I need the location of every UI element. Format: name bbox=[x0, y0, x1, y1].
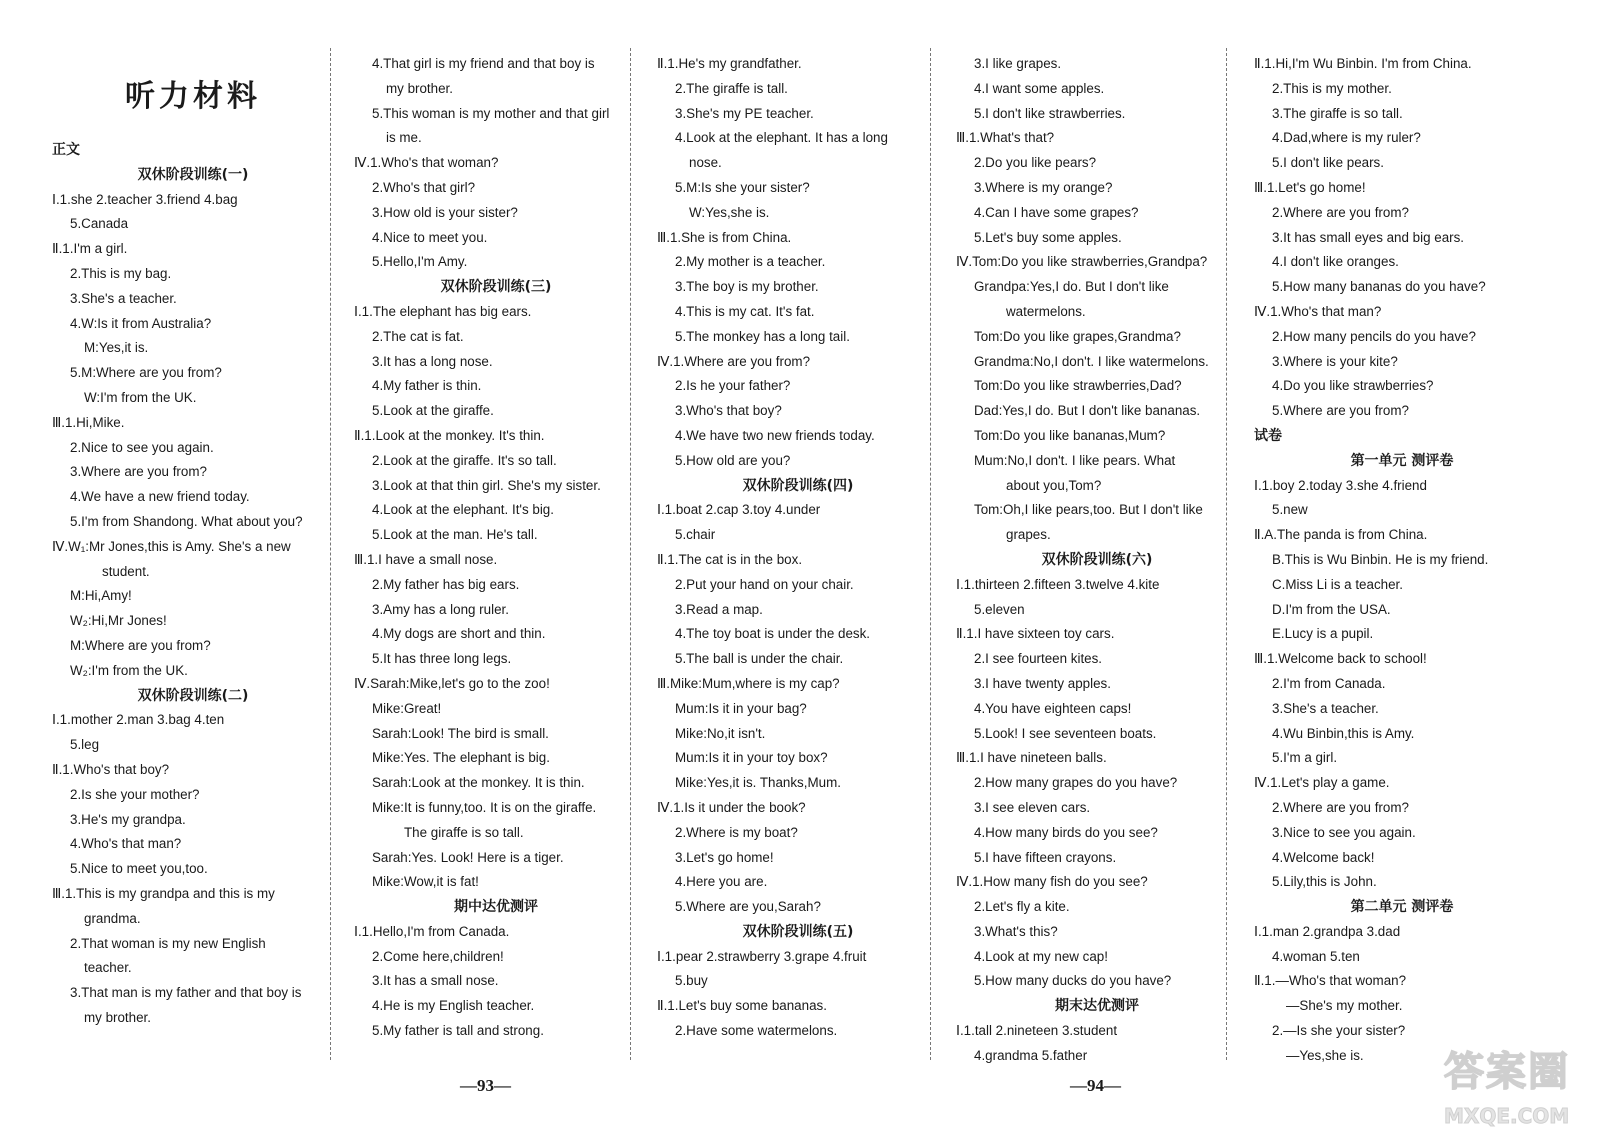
text-line: 5.M:Is she your sister? bbox=[675, 179, 810, 195]
text-line: 3.Read a map. bbox=[675, 601, 763, 617]
text-line: 4.My father is thin. bbox=[372, 378, 482, 394]
text-line: 2.Where are you from? bbox=[1272, 204, 1409, 220]
text-line: Ⅱ.1.Look at the monkey. It's thin. bbox=[354, 427, 545, 443]
text-line: Grandma:No,I don't. I like watermelons. bbox=[974, 353, 1209, 369]
text-line: 2.Come here,children! bbox=[372, 948, 504, 964]
text-line: 4.You have eighteen caps! bbox=[974, 700, 1132, 716]
text-line: 5.How many ducks do you have? bbox=[974, 973, 1172, 989]
text-line: Ⅱ.1.He's my grandfather. bbox=[657, 56, 802, 71]
section-heading: 期中达优测评 bbox=[454, 899, 538, 916]
text-line: 2.This is my mother. bbox=[1272, 80, 1392, 96]
text-line: Mike:Great! bbox=[372, 700, 442, 716]
text-line: 5.I don't like strawberries. bbox=[974, 105, 1126, 121]
text-line: 5.It has three long legs. bbox=[372, 651, 512, 667]
text-line: grandma. bbox=[84, 910, 141, 926]
text-line: is me. bbox=[386, 130, 422, 146]
text-line: 4.Do you like strawberries? bbox=[1272, 378, 1434, 394]
text-line: Ⅰ.1.tall 2.nineteen 3.student bbox=[956, 1023, 1118, 1039]
text-line: Mum:Is it in your bag? bbox=[675, 700, 807, 716]
text-line: 4.grandma 5.father bbox=[974, 1047, 1088, 1063]
text-line: 4.I don't like oranges. bbox=[1272, 254, 1399, 270]
text-line: Sarah:Look at the monkey. It is thin. bbox=[372, 775, 585, 791]
text-line: Ⅲ.1.This is my grandpa and this is my bbox=[52, 885, 275, 901]
text-line: Tom:Do you like strawberries,Dad? bbox=[974, 378, 1182, 394]
text-line: 2.The cat is fat. bbox=[372, 328, 464, 344]
text-line: 2.The giraffe is tall. bbox=[675, 80, 788, 96]
text-line: 5.This woman is my mother and that girl bbox=[372, 105, 610, 121]
watermark-logo bbox=[1444, 1040, 1594, 1132]
text-line: Mike:It is funny,too. It is on the giraffe. bbox=[372, 799, 597, 815]
text-line: 5.I'm a girl. bbox=[1272, 750, 1338, 766]
text-line: Mum:Is it in your toy box? bbox=[675, 750, 828, 766]
text-line: 4.Who's that man? bbox=[70, 836, 182, 852]
section-heading: 第二单元 测评卷 bbox=[1350, 899, 1454, 916]
text-line: 5.The ball is under the chair. bbox=[675, 651, 844, 667]
text-line: 2.This is my bag. bbox=[70, 265, 172, 281]
text-line: 4.Here you are. bbox=[675, 874, 768, 890]
text-line: 5.M:Where are you from? bbox=[70, 365, 222, 381]
text-line: Ⅲ.1.Welcome back to school! bbox=[1254, 651, 1427, 667]
text-line: Ⅱ.A.The panda is from China. bbox=[1254, 527, 1428, 543]
text-line: 4.How many birds do you see? bbox=[974, 824, 1158, 840]
text-line: 2.Put your hand on your chair. bbox=[675, 576, 854, 592]
text-line: Sarah:Look! The bird is small. bbox=[372, 725, 549, 741]
text-line: teacher. bbox=[84, 960, 132, 976]
text-line: 2.How many pencils do you have? bbox=[1272, 328, 1476, 344]
text-line: 2.Do you like pears? bbox=[974, 155, 1097, 171]
text-line: Ⅰ.1.man 2.grandpa 3.dad bbox=[1254, 923, 1401, 939]
text-line: Ⅲ.1.I have nineteen balls. bbox=[956, 750, 1107, 766]
text-line: —Yes,she is. bbox=[1286, 1047, 1364, 1063]
section-heading: 双休阶段训练(六) bbox=[1041, 551, 1153, 568]
text-line: Ⅳ.W₁:Mr Jones,this is Amy. She's a new bbox=[52, 538, 291, 554]
text-line: 2.That woman is my new English bbox=[70, 935, 266, 951]
text-line: Mum:No,I don't. I like pears. What bbox=[974, 452, 1176, 468]
text-line: Ⅲ.1.She is from China. bbox=[657, 229, 792, 245]
text-line: 5.new bbox=[1272, 502, 1308, 518]
text-line: 3.He's my grandpa. bbox=[70, 811, 186, 827]
text-line: Tom:Oh,I like pears,too. But I don't like bbox=[974, 502, 1203, 518]
text-line: Tom:Do you like bananas,Mum? bbox=[974, 427, 1166, 443]
text-line: Grandpa:Yes,I do. But I don't like bbox=[974, 279, 1169, 295]
text-line: 5.I have fifteen crayons. bbox=[974, 849, 1117, 865]
text-line: M:Yes,it is. bbox=[84, 340, 149, 356]
text-line: 5.Let's buy some apples. bbox=[974, 229, 1122, 245]
text-line: Mike:Yes,it is. Thanks,Mum. bbox=[675, 775, 841, 791]
text-line: 5.Hello,I'm Amy. bbox=[372, 254, 468, 270]
text-line: Ⅱ.1.Hi,I'm Wu Binbin. I'm from China. bbox=[1254, 56, 1472, 71]
text-line: Ⅲ.Mike:Mum,where is my cap? bbox=[657, 675, 840, 691]
column-divider bbox=[930, 48, 931, 1060]
text-line: Ⅰ.1.The elephant has big ears. bbox=[354, 303, 532, 319]
section-heading: 双休阶段训练(五) bbox=[742, 923, 854, 940]
text-line: W₂:Hi,Mr Jones! bbox=[70, 613, 167, 629]
text-line: 2.How many grapes do you have? bbox=[974, 775, 1178, 791]
text-line: 4.Look at the elephant. It has a long bbox=[675, 130, 888, 146]
page-number-left: —93— bbox=[460, 1076, 511, 1095]
text-line: 5.Look at the giraffe. bbox=[372, 403, 494, 419]
page-number-right: —94— bbox=[1070, 1076, 1121, 1095]
text-line: 4.Dad,where is my ruler? bbox=[1272, 130, 1421, 146]
text-line: 5.How old are you? bbox=[675, 452, 791, 468]
text-line: 5.How many bananas do you have? bbox=[1272, 279, 1486, 295]
text-line: Ⅳ.1.Who's that man? bbox=[1254, 303, 1382, 319]
text-line: Ⅰ.1.Hello,I'm from Canada. bbox=[354, 923, 510, 939]
text-line: Ⅲ.1.Let's go home! bbox=[1254, 179, 1366, 195]
text-line: 4.Nice to meet you. bbox=[372, 229, 488, 245]
column-1 bbox=[52, 52, 334, 1031]
text-line: 4.Welcome back! bbox=[1272, 849, 1375, 865]
text-line: 3.Look at that thin girl. She's my sister. bbox=[372, 477, 601, 493]
text-line: 5.leg bbox=[70, 737, 100, 753]
text-line: Ⅳ.1.Let's play a game. bbox=[1254, 775, 1390, 791]
text-line: Ⅳ.Tom:Do you like strawberries,Grandpa? bbox=[956, 254, 1208, 270]
column-3 bbox=[657, 52, 939, 1044]
text-line: 2.Who's that girl? bbox=[372, 179, 476, 195]
text-line: 5.Where are you,Sarah? bbox=[675, 899, 821, 915]
text-line: 4.Look at my new cap! bbox=[974, 948, 1108, 964]
text-line: 5.I don't like pears. bbox=[1272, 155, 1384, 171]
text-line: grapes. bbox=[1006, 527, 1051, 543]
text-line: M:Where are you from? bbox=[70, 637, 211, 653]
watermark-url: MXQE.COM bbox=[1444, 1104, 1570, 1128]
text-line: my brother. bbox=[84, 1009, 151, 1025]
text-line: 5.Nice to meet you,too. bbox=[70, 861, 208, 877]
text-line: 4.Look at the elephant. It's big. bbox=[372, 502, 554, 518]
text-line: Sarah:Yes. Look! Here is a tiger. bbox=[372, 849, 564, 865]
text-line: D.I'm from the USA. bbox=[1272, 601, 1391, 617]
part-heading: 正文 bbox=[52, 142, 80, 158]
text-line: Ⅱ.1.The cat is in the box. bbox=[657, 551, 803, 567]
text-line: 4.Can I have some grapes? bbox=[974, 204, 1139, 220]
text-line: C.Miss Li is a teacher. bbox=[1272, 576, 1403, 592]
text-line: 3.Amy has a long ruler. bbox=[372, 601, 509, 617]
text-line: 2.Is she your mother? bbox=[70, 786, 200, 802]
text-line: 5.I'm from Shandong. What about you? bbox=[70, 513, 303, 529]
part-heading: 试卷 bbox=[1254, 427, 1282, 444]
text-line: 4.woman 5.ten bbox=[1272, 948, 1360, 964]
text-line: Ⅰ.1.thirteen 2.fifteen 3.twelve 4.kite bbox=[956, 576, 1160, 592]
text-line: W:I'm from the UK. bbox=[84, 389, 197, 405]
text-line: 2.Let's fly a kite. bbox=[974, 899, 1070, 915]
text-line: 4.That girl is my friend and that boy is bbox=[372, 56, 595, 71]
text-line: 4.We have two new friends today. bbox=[675, 427, 875, 443]
text-line: 3.I like grapes. bbox=[974, 56, 1062, 71]
text-line: 5.Canada bbox=[70, 216, 129, 232]
watermark-seal: 答案圈 bbox=[1444, 1049, 1570, 1095]
text-line: Ⅳ.Sarah:Mike,let's go to the zoo! bbox=[354, 675, 550, 691]
text-line: 2.I see fourteen kites. bbox=[974, 651, 1103, 667]
text-line: 3.It has a small nose. bbox=[372, 973, 499, 989]
text-line: 3.What's this? bbox=[974, 923, 1058, 939]
text-line: 2.Is he your father? bbox=[675, 378, 791, 394]
text-line: Ⅳ.1.How many fish do you see? bbox=[956, 874, 1148, 890]
text-line: 5.Lily,this is John. bbox=[1272, 874, 1377, 890]
text-line: 3.She's a teacher. bbox=[1272, 700, 1379, 716]
text-line: 3.How old is your sister? bbox=[372, 204, 518, 220]
text-line: my brother. bbox=[386, 80, 453, 96]
text-line: 3.That man is my father and that boy is bbox=[70, 985, 302, 1001]
text-line: watermelons. bbox=[1006, 303, 1086, 319]
text-line: 4.Wu Binbin,this is Amy. bbox=[1272, 725, 1415, 741]
text-line: Ⅰ.1.she 2.teacher 3.friend 4.bag bbox=[52, 191, 238, 207]
text-line: 3.It has a long nose. bbox=[372, 353, 493, 369]
text-line: 3.Where are you from? bbox=[70, 464, 207, 480]
text-line: Tom:Do you like grapes,Grandma? bbox=[974, 328, 1181, 344]
text-line: 5.Look at the man. He's tall. bbox=[372, 527, 538, 543]
text-line: 2.Where are you from? bbox=[1272, 799, 1409, 815]
section-heading: 双休阶段训练(四) bbox=[742, 477, 854, 494]
text-line: 4.I want some apples. bbox=[974, 80, 1105, 96]
text-line: 2.My father has big ears. bbox=[372, 576, 520, 592]
text-line: 3.She's a teacher. bbox=[70, 290, 177, 306]
section-heading: 期末达优测评 bbox=[1055, 998, 1139, 1015]
text-line: 3.Let's go home! bbox=[675, 849, 774, 865]
text-line: Ⅰ.1.boy 2.today 3.she 4.friend bbox=[1254, 477, 1427, 493]
section-heading: 双休阶段训练(一) bbox=[137, 166, 249, 183]
text-line: The giraffe is so tall. bbox=[404, 824, 524, 840]
text-line: 3.The giraffe is so tall. bbox=[1272, 105, 1403, 121]
column-1-lines bbox=[52, 138, 334, 1031]
text-line: Ⅳ.1.Where are you from? bbox=[657, 353, 811, 369]
column-2 bbox=[354, 52, 638, 1044]
text-line: 2.Have some watermelons. bbox=[675, 1023, 838, 1039]
text-line: 5.Where are you from? bbox=[1272, 403, 1409, 419]
text-line: Ⅱ.1.Who's that boy? bbox=[52, 761, 170, 777]
text-line: Ⅲ.1.I have a small nose. bbox=[354, 551, 498, 567]
text-line: 3.It has small eyes and big ears. bbox=[1272, 229, 1465, 245]
text-line: 3.I have twenty apples. bbox=[974, 675, 1111, 691]
text-line: nose. bbox=[689, 155, 722, 171]
text-line: 4.We have a new friend today. bbox=[70, 489, 250, 505]
text-line: 5.My father is tall and strong. bbox=[372, 1023, 544, 1039]
text-line: 3.The boy is my brother. bbox=[675, 279, 819, 295]
text-line: Ⅱ.1.I'm a girl. bbox=[52, 241, 128, 257]
text-line: 2.My mother is a teacher. bbox=[675, 254, 826, 270]
column-divider bbox=[330, 48, 331, 1060]
text-line: Ⅱ.1.I have sixteen toy cars. bbox=[956, 626, 1115, 642]
text-line: about you,Tom? bbox=[1006, 477, 1102, 493]
text-line: 3.Nice to see you again. bbox=[1272, 824, 1416, 840]
text-line: 5.Look! I see seventeen boats. bbox=[974, 725, 1157, 741]
text-line: 2.—Is she your sister? bbox=[1272, 1023, 1406, 1039]
text-line: Mike:No,it isn't. bbox=[675, 725, 766, 741]
text-line: 3.Where is my orange? bbox=[974, 179, 1113, 195]
text-line: 5.The monkey has a long tail. bbox=[675, 328, 850, 344]
text-line: 3.I see eleven cars. bbox=[974, 799, 1091, 815]
text-line: 2.Look at the giraffe. It's so tall. bbox=[372, 452, 557, 468]
text-line: 4.He is my English teacher. bbox=[372, 998, 535, 1014]
text-line: student. bbox=[102, 563, 150, 579]
column-divider bbox=[1226, 48, 1227, 1060]
page-title: 听力材料 bbox=[125, 79, 261, 114]
text-line: Mike:Wow,it is fat! bbox=[372, 874, 479, 890]
text-line: 4.The toy boat is under the desk. bbox=[675, 626, 871, 642]
text-line: 5.eleven bbox=[974, 601, 1025, 617]
text-line: M:Hi,Amy! bbox=[70, 588, 132, 604]
text-line: Ⅰ.1.boat 2.cap 3.toy 4.under bbox=[657, 502, 821, 518]
text-line: —She's my mother. bbox=[1286, 998, 1403, 1014]
text-line: Dad:Yes,I do. But I don't like bananas. bbox=[974, 403, 1201, 419]
text-line: 4.My dogs are short and thin. bbox=[372, 626, 546, 642]
text-line: 2.Where is my boat? bbox=[675, 824, 798, 840]
text-line: Ⅳ.1.Is it under the book? bbox=[657, 799, 806, 815]
text-line: Ⅰ.1.pear 2.strawberry 3.grape 4.fruit bbox=[657, 948, 867, 964]
section-heading: 双休阶段训练(二) bbox=[137, 687, 249, 704]
column-5 bbox=[1254, 52, 1550, 1069]
text-line: W:Yes,she is. bbox=[689, 204, 770, 220]
text-line: 3.Who's that boy? bbox=[675, 403, 782, 419]
text-line: Ⅱ.1.—Who's that woman? bbox=[1254, 973, 1407, 989]
text-line: 2.Nice to see you again. bbox=[70, 439, 214, 455]
text-line: Mike:Yes. The elephant is big. bbox=[372, 750, 550, 766]
text-line: 3.Where is your kite? bbox=[1272, 353, 1398, 369]
text-line: W₂:I'm from the UK. bbox=[70, 662, 188, 678]
column-divider bbox=[630, 48, 631, 1060]
text-line: E.Lucy is a pupil. bbox=[1272, 626, 1374, 642]
section-heading: 双休阶段训练(三) bbox=[440, 279, 552, 296]
text-line: 5.buy bbox=[675, 973, 708, 989]
text-line: 4.This is my cat. It's fat. bbox=[675, 303, 815, 319]
text-line: B.This is Wu Binbin. He is my friend. bbox=[1272, 551, 1489, 567]
text-line: 3.She's my PE teacher. bbox=[675, 105, 814, 121]
text-line: Ⅲ.1.Hi,Mike. bbox=[52, 414, 125, 430]
section-heading: 第一单元 测评卷 bbox=[1350, 452, 1454, 469]
text-line: 5.chair bbox=[675, 527, 716, 543]
column-4 bbox=[956, 52, 1238, 1069]
text-line: 4.W:Is it from Australia? bbox=[70, 315, 212, 331]
text-line: Ⅰ.1.mother 2.man 3.bag 4.ten bbox=[52, 712, 225, 728]
text-line: Ⅳ.1.Who's that woman? bbox=[354, 155, 499, 171]
text-line: Ⅱ.1.Let's buy some bananas. bbox=[657, 998, 827, 1014]
text-line: Ⅲ.1.What's that? bbox=[956, 130, 1055, 146]
text-line: 2.I'm from Canada. bbox=[1272, 675, 1386, 691]
